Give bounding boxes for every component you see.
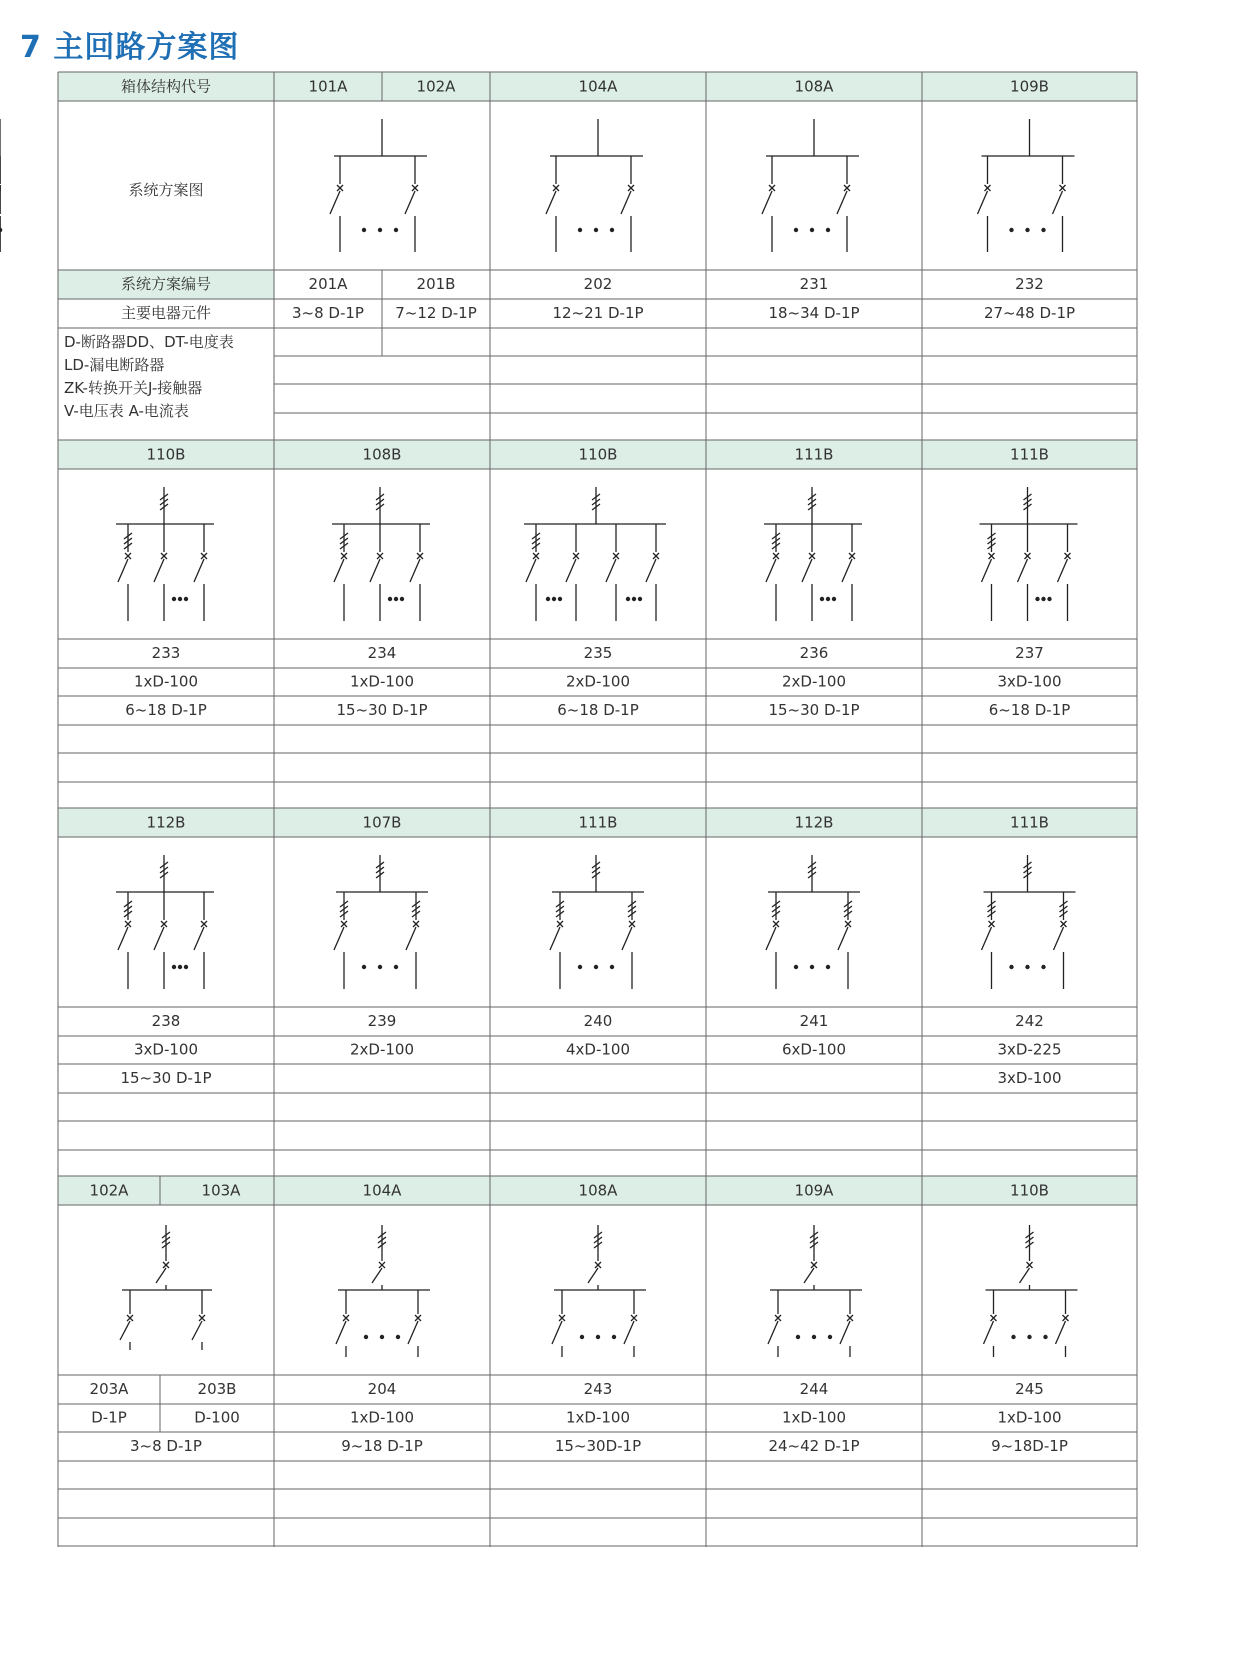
- box-code-cell: 109A: [794, 1181, 834, 1200]
- scheme-number: 238: [151, 1012, 181, 1030]
- ellipsis-dot: [1009, 965, 1013, 969]
- breaker-blade: [118, 559, 128, 582]
- component-cell: 6~18 D-1P: [557, 701, 639, 719]
- ellipsis-dot: [388, 597, 392, 601]
- breaker-blade: [336, 1321, 346, 1344]
- ellipsis-dot: [362, 965, 366, 969]
- ellipsis-dot: [1025, 228, 1029, 232]
- box-code-cell: 111B: [1010, 445, 1049, 464]
- ellipsis-dot: [612, 1335, 616, 1339]
- box-code-cell: 110B: [578, 445, 618, 464]
- breaker-blade: [552, 1321, 562, 1344]
- ellipsis-dot: [172, 965, 176, 969]
- component-cell: D-1P: [91, 1408, 127, 1427]
- component-cell: 12~21 D-1P: [552, 304, 644, 322]
- scheme-number: 201B: [416, 275, 456, 293]
- ellipsis-dot: [578, 965, 582, 969]
- ellipsis-dot: [832, 597, 836, 601]
- circuit-diagram: [552, 1225, 646, 1357]
- ellipsis-dot: [626, 597, 630, 601]
- component-cell: 2xD-100: [781, 672, 847, 691]
- breaker-blade: [546, 191, 556, 214]
- breaker-blade: [334, 559, 344, 582]
- ellipsis-dot: [172, 597, 176, 601]
- breaker-blade: [766, 559, 776, 582]
- component-cell: 6~18 D-1P: [125, 701, 207, 719]
- component-cell: 1xD-100: [565, 1408, 631, 1427]
- scheme-number: 240: [583, 1012, 613, 1030]
- ellipsis-dot: [580, 1335, 584, 1339]
- breaker-blade: [1018, 559, 1028, 582]
- component-cell: 1xD-100: [997, 1408, 1062, 1427]
- circuit-diagram: [980, 487, 1078, 621]
- breaker-blade: [330, 191, 340, 214]
- scheme-number: 204: [367, 1380, 397, 1398]
- box-code-cell: 107B: [362, 813, 402, 832]
- ellipsis-dot: [1041, 228, 1045, 232]
- breaker-blade: [646, 559, 656, 582]
- component-cell: 3~8 D-1P: [130, 1437, 202, 1455]
- ellipsis-dot: [380, 1335, 384, 1339]
- breaker-blade: [566, 559, 576, 582]
- ellipsis-dot: [794, 965, 798, 969]
- ellipsis-dot: [1025, 965, 1029, 969]
- ellipsis-dot: [796, 1335, 800, 1339]
- scheme-number: 237: [1015, 644, 1044, 662]
- ellipsis-dot: [826, 228, 830, 232]
- ellipsis-dot: [828, 1335, 832, 1339]
- box-code-cell: 111B: [578, 813, 618, 832]
- box-code-cell: 109B: [1010, 77, 1049, 96]
- component-cell: 18~34 D-1P: [768, 304, 860, 322]
- box-code-cell: 112B: [146, 813, 186, 832]
- ellipsis-dot: [820, 597, 824, 601]
- breaker-blade: [118, 927, 128, 950]
- ellipsis-dot: [812, 1335, 816, 1339]
- ellipsis-dot: [394, 228, 398, 232]
- box-code-label: 箱体结构代号: [120, 77, 212, 96]
- component-cell: 7~12 D-1P: [395, 304, 477, 322]
- breaker-blade: [194, 927, 204, 950]
- component-cell: 1xD-100: [133, 672, 199, 691]
- legend-line: D-断路器DD、DT-电度表: [64, 333, 234, 351]
- ellipsis-dot: [610, 965, 614, 969]
- ellipsis-dot: [178, 965, 182, 969]
- ellipsis-dot: [400, 597, 404, 601]
- ellipsis-dot: [1009, 228, 1013, 232]
- component-cell: 9~18 D-1P: [341, 1437, 423, 1455]
- ellipsis-dot: [1011, 1335, 1015, 1339]
- component-cell: 9~18D-1P: [991, 1437, 1068, 1455]
- breaker-blade: [762, 191, 772, 214]
- ellipsis-dot: [638, 597, 642, 601]
- ellipsis-dot: [364, 1335, 368, 1339]
- ellipsis-dot: [1027, 1335, 1031, 1339]
- circuit-diagram: [546, 119, 643, 252]
- breaker-blade: [154, 559, 164, 582]
- box-code-cell: 108A: [794, 77, 834, 96]
- components-label: 主要电器元件: [120, 304, 212, 322]
- ellipsis-dot: [826, 965, 830, 969]
- scheme-number: 203B: [197, 1380, 237, 1398]
- ellipsis-dot: [632, 597, 636, 601]
- main-breaker-blade: [372, 1268, 382, 1283]
- breaker-blade: [334, 927, 344, 950]
- ellipsis-dot: [794, 228, 798, 232]
- breaker-blade: [192, 1321, 202, 1340]
- component-cell: 3xD-100: [133, 1040, 199, 1059]
- ellipsis-dot: [610, 228, 614, 232]
- scheme-number: 202: [583, 275, 613, 293]
- breaker-blade: [842, 559, 852, 582]
- breaker-blade: [406, 927, 416, 950]
- ellipsis-dot: [0, 228, 2, 232]
- scheme-number: 235: [583, 644, 613, 662]
- diagram-label: 系统方案图: [128, 181, 204, 199]
- box-code-cell: 102A: [416, 77, 456, 96]
- component-cell: 6xD-100: [781, 1040, 847, 1059]
- component-cell: 1xD-100: [781, 1408, 847, 1427]
- box-code-cell: 110B: [146, 445, 186, 464]
- box-code-cell: 111B: [1010, 813, 1049, 832]
- component-cell: 15~30 D-1P: [120, 1069, 212, 1087]
- scheme-number: 201A: [308, 275, 348, 293]
- scheme-number: 239: [367, 1012, 397, 1030]
- main-breaker-blade: [804, 1268, 814, 1283]
- component-cell: 2xD-100: [565, 672, 631, 691]
- ellipsis-dot: [1047, 597, 1051, 601]
- circuit-diagram: [116, 855, 214, 989]
- scheme-number: 244: [799, 1380, 829, 1398]
- box-code-cell: 103A: [201, 1181, 241, 1200]
- breaker-blade: [978, 191, 988, 214]
- breaker-blade: [550, 927, 560, 950]
- component-cell: 27~48 D-1P: [983, 304, 1076, 322]
- box-code-cell: 111B: [794, 445, 834, 464]
- circuit-diagram: [330, 119, 427, 252]
- main-breaker-blade: [156, 1268, 166, 1283]
- breaker-blade: [606, 559, 616, 582]
- component-cell: 3xD-100: [997, 672, 1062, 691]
- ellipsis-dot: [378, 228, 382, 232]
- breaker-blade: [154, 927, 164, 950]
- component-cell: 15~30D-1P: [554, 1437, 642, 1455]
- box-code-cell: 108A: [578, 1181, 618, 1200]
- component-cell: 3~8 D-1P: [292, 304, 364, 322]
- circuit-diagram: [768, 1225, 862, 1357]
- circuit-diagram: [550, 855, 644, 989]
- page-title: 7 主回路方案图: [20, 30, 240, 65]
- ellipsis-dot: [558, 597, 562, 601]
- ellipsis-dot: [546, 597, 550, 601]
- ellipsis-dot: [178, 597, 182, 601]
- component-cell: 24~42 D-1P: [768, 1437, 860, 1455]
- breaker-blade: [1054, 927, 1064, 950]
- box-code-cell: 112B: [794, 813, 834, 832]
- breaker-blade: [622, 927, 632, 950]
- breaker-blade: [405, 191, 415, 214]
- breaker-blade: [410, 559, 420, 582]
- component-cell: 3xD-225: [997, 1040, 1062, 1059]
- breaker-blade: [1058, 559, 1068, 582]
- main-breaker-blade: [1020, 1268, 1030, 1283]
- breaker-blade: [120, 1321, 130, 1340]
- component-cell: 15~30 D-1P: [768, 701, 860, 719]
- breaker-blade: [1056, 1321, 1066, 1344]
- ellipsis-dot: [594, 228, 598, 232]
- ellipsis-dot: [362, 228, 366, 232]
- scheme-number: 231: [799, 275, 829, 293]
- breaker-blade: [766, 927, 776, 950]
- box-code-cell: 110B: [1010, 1181, 1049, 1200]
- breaker-blade: [982, 559, 992, 582]
- component-cell: 6~18 D-1P: [988, 701, 1071, 719]
- circuit-diagram: [336, 1225, 430, 1357]
- ellipsis-dot: [594, 965, 598, 969]
- scheme-number: 242: [1015, 1012, 1044, 1030]
- ellipsis-dot: [810, 965, 814, 969]
- box-code-cell: 102A: [89, 1181, 129, 1200]
- ellipsis-dot: [578, 228, 582, 232]
- ellipsis-dot: [826, 597, 830, 601]
- breaker-blade: [840, 1321, 850, 1344]
- breaker-blade: [837, 191, 847, 214]
- circuit-diagram: [766, 855, 860, 989]
- circuit-diagram: [334, 855, 428, 989]
- ellipsis-dot: [394, 597, 398, 601]
- ellipsis-dot: [378, 965, 382, 969]
- breaker-blade: [624, 1321, 634, 1344]
- scheme-number: 203A: [89, 1380, 129, 1398]
- box-code-cell: 104A: [578, 77, 618, 96]
- scheme-number: 243: [583, 1380, 613, 1398]
- circuit-diagram: [764, 487, 862, 621]
- ellipsis-dot: [1041, 597, 1045, 601]
- breaker-blade: [1053, 191, 1063, 214]
- ellipsis-dot: [184, 597, 188, 601]
- scheme-number: 245: [1015, 1380, 1044, 1398]
- circuit-diagram: [984, 1225, 1078, 1357]
- ellipsis-dot: [1041, 965, 1045, 969]
- ellipsis-dot: [810, 228, 814, 232]
- ellipsis-dot: [1035, 597, 1039, 601]
- component-cell: 1xD-100: [349, 672, 415, 691]
- breaker-blade: [370, 559, 380, 582]
- box-code-cell: 104A: [362, 1181, 402, 1200]
- ellipsis-dot: [184, 965, 188, 969]
- scheme-number: 236: [799, 644, 829, 662]
- circuit-diagram: [120, 1225, 212, 1350]
- breaker-blade: [768, 1321, 778, 1344]
- breaker-blade: [802, 559, 812, 582]
- circuit-diagram: [332, 487, 430, 621]
- scheme-number: 241: [799, 1012, 829, 1030]
- scheme-number: 232: [1015, 275, 1044, 293]
- component-cell: 1xD-100: [349, 1408, 415, 1427]
- component-cell: 4xD-100: [565, 1040, 631, 1059]
- box-code-cell: 108B: [362, 445, 402, 464]
- ellipsis-dot: [394, 965, 398, 969]
- breaker-blade: [982, 927, 992, 950]
- component-cell: 15~30 D-1P: [336, 701, 428, 719]
- component-cell: 3xD-100: [997, 1069, 1062, 1087]
- breaker-blade: [194, 559, 204, 582]
- breaker-blade: [838, 927, 848, 950]
- legend-line: LD-漏电断路器: [64, 356, 165, 374]
- ellipsis-dot: [396, 1335, 400, 1339]
- circuit-diagram: [978, 119, 1075, 252]
- component-cell: D-100: [194, 1408, 240, 1427]
- scheme-number: 233: [151, 644, 181, 662]
- scheme-no-label: 系统方案编号: [120, 275, 212, 293]
- circuit-diagram: [0, 119, 2, 252]
- circuit-diagram: [982, 855, 1076, 989]
- scheme-number: 234: [367, 644, 397, 662]
- circuit-diagram: [116, 487, 214, 621]
- circuit-diagram: [762, 119, 859, 252]
- breaker-blade: [526, 559, 536, 582]
- component-cell: 2xD-100: [349, 1040, 415, 1059]
- legend-line: V-电压表 A-电流表: [64, 402, 189, 420]
- breaker-blade: [984, 1321, 994, 1344]
- ellipsis-dot: [596, 1335, 600, 1339]
- circuit-diagram: [524, 487, 666, 621]
- ellipsis-dot: [1043, 1335, 1047, 1339]
- box-code-cell: 101A: [308, 77, 348, 96]
- breaker-blade: [408, 1321, 418, 1344]
- main-breaker-blade: [588, 1268, 598, 1283]
- breaker-blade: [621, 191, 631, 214]
- legend-line: ZK-转换开关J-接触器: [64, 379, 203, 397]
- ellipsis-dot: [552, 597, 556, 601]
